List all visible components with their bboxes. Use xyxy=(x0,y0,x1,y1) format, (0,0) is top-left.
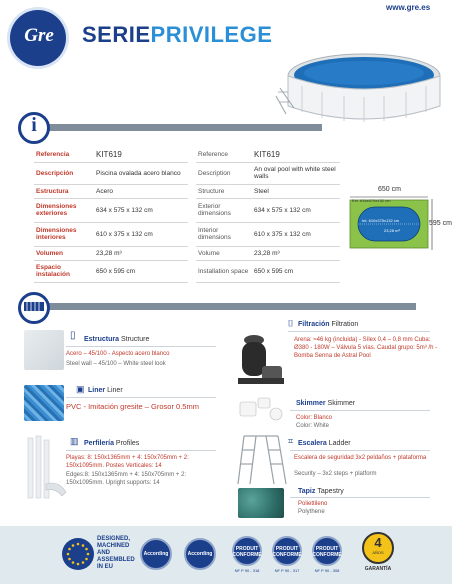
ladder-icon: ⌗ xyxy=(288,436,294,446)
info-section-bar xyxy=(30,124,322,131)
spec-label: Structure xyxy=(196,184,252,198)
info-icon: i xyxy=(31,114,37,136)
tapestry-thumbnail xyxy=(238,488,284,518)
gre-logo-text: Gre xyxy=(24,25,54,46)
filtration-text: Arena: ≈46 kg (incluida) - Sílex 0,4 – 0,8 mm Cuba: Ø380 - 180W – Válvula 5 vías. Caudal grupo: 5m³ /h - Bomba Senna de Astral Pool xyxy=(294,337,438,359)
tapestry-divider xyxy=(290,497,430,498)
tapestry-text: Poliettileno xyxy=(298,501,328,507)
features-section-bar xyxy=(30,303,416,310)
series-title-b: PRIVILEGE xyxy=(150,22,273,47)
spec-value: KIT619 xyxy=(252,148,340,162)
spec-value: An oval pool with white steel walls xyxy=(252,162,340,184)
diagram-height-label: 595 cm xyxy=(429,220,452,227)
liner-text: PVC - Imitación gresite – Grosor 0.5mm xyxy=(66,402,199,411)
series-title-a: SERIE xyxy=(82,22,151,47)
produit-conforme-norm-2: NF P 90 - 317 xyxy=(274,568,300,573)
website-url: www.gre.es xyxy=(386,3,431,12)
spec-value: 634 x 575 x 132 cm xyxy=(252,198,340,222)
tapestry-text-en: Polythene xyxy=(298,509,325,515)
spec-label: Dimensiones exteriores xyxy=(34,198,94,222)
skimmer-text-en: Color: White xyxy=(296,423,330,429)
ladder-divider xyxy=(290,450,430,451)
spec-label: Installation space xyxy=(196,260,252,282)
warranty-badge xyxy=(362,532,394,564)
structure-icon: ▯ xyxy=(70,330,76,341)
diagram-ext-label: Ext. 634x575x132 cm xyxy=(352,198,391,203)
structure-text-en: Steel wall – 45/100 – White steel look xyxy=(66,361,166,367)
liner-divider xyxy=(66,397,216,398)
spec-label: Description xyxy=(196,162,252,184)
spec-label: Espacio instalación xyxy=(34,260,94,282)
liner-icon: ▣ xyxy=(76,384,85,394)
ladder-title: Escalera Ladder xyxy=(298,440,351,447)
spec-label: Interior dimensions xyxy=(196,222,252,246)
spec-row xyxy=(34,198,188,222)
spec-row xyxy=(196,222,340,246)
spec-row xyxy=(34,148,188,162)
spec-value: KIT619 xyxy=(94,148,188,162)
spec-value: 634 x 575 x 132 cm xyxy=(94,198,188,222)
pool-icon xyxy=(22,298,46,314)
diagram-width-label: 650 cm xyxy=(378,186,401,193)
liner-title: Liner Liner xyxy=(88,387,123,394)
tapestry-title: Tapiz Tapestry xyxy=(298,488,344,495)
ladder-text-en: Security – 3x2 steps + platform xyxy=(294,471,377,477)
produit-conforme-norm-3: NF P 90 - 308 xyxy=(314,568,340,573)
spec-value: 23,28 m³ xyxy=(252,246,340,260)
warranty-label: GARANTÍA xyxy=(364,566,392,572)
spec-value: 23,28 m³ xyxy=(94,246,188,260)
spec-label: Estructura xyxy=(34,184,94,198)
spec-value: 610 x 375 x 132 cm xyxy=(94,222,188,246)
skimmer-image xyxy=(236,394,286,424)
spec-row xyxy=(196,162,340,184)
spec-label: Descripción xyxy=(34,162,94,184)
pool-illustration xyxy=(272,48,450,124)
spec-row xyxy=(34,162,188,184)
spec-row xyxy=(196,246,340,260)
warranty-unit: AÑOS xyxy=(372,550,384,555)
eu-flag-icon xyxy=(62,538,94,570)
spec-value: Steel xyxy=(252,184,340,198)
spec-label: Volume xyxy=(196,246,252,260)
spec-row xyxy=(34,246,188,260)
spec-value: 650 x 595 cm xyxy=(252,260,340,282)
profiles-title: Perfilería Profiles xyxy=(84,440,140,447)
produit-conforme-label-2: PRODUIT CONFORME xyxy=(272,546,302,558)
warranty-years: 4 xyxy=(374,535,382,550)
produit-conforme-norm-1: NF P 90 - 318 xyxy=(234,568,260,573)
skimmer-title: Skimmer Skimmer xyxy=(296,400,356,407)
spec-label: Volumen xyxy=(34,246,94,260)
structure-title: Estructura Structure xyxy=(84,336,150,343)
spec-row xyxy=(34,184,188,198)
diagram-vol-label: 23,28 m³ xyxy=(384,228,400,233)
spec-value: Piscina ovalada acero blanco xyxy=(94,162,188,184)
spec-value: 650 x 595 cm xyxy=(94,260,188,282)
spec-row xyxy=(196,198,340,222)
filtration-title: Filtración Filtration xyxy=(298,321,359,328)
filtration-divider xyxy=(288,331,430,332)
structure-text: Acero – 45/100 - Aspecto acero blanco xyxy=(66,351,170,357)
spec-row xyxy=(196,184,340,198)
filtration-image xyxy=(232,326,286,390)
spec-row xyxy=(34,260,188,282)
skimmer-text: Color: Blanco xyxy=(296,415,333,421)
spec-label: Reference xyxy=(196,148,252,162)
spec-label: Dimensiones interiores xyxy=(34,222,94,246)
structure-divider xyxy=(66,346,216,347)
structure-thumbnail xyxy=(24,330,64,370)
spec-row xyxy=(34,222,188,246)
produit-conforme-label-3: PRODUIT CONFORME xyxy=(312,546,342,558)
ladder-image xyxy=(234,432,290,486)
filtration-icon: ⌷ xyxy=(288,318,294,328)
spec-table-es xyxy=(34,148,188,283)
profiles-divider xyxy=(66,450,216,451)
spec-value: 610 x 375 x 132 cm xyxy=(252,222,340,246)
profiles-text: Playas: 8: 150x1365mm + 4: 150x705mm + 2: 150x1095mm. Postes Verticales: 14 xyxy=(66,455,189,469)
produit-conforme-label-1: PRODUIT CONFORME xyxy=(232,546,262,558)
profiles-text-en: Edges:8: 150x1365mm + 4: 150x705mm + 2: 150x1095mm. Upright supports: 14 xyxy=(66,472,187,486)
spec-row xyxy=(196,148,340,162)
diagram-int-label: Int. 610x375x132 cm xyxy=(362,218,400,223)
profiles-image xyxy=(22,432,68,502)
according-badge-2: According xyxy=(184,538,216,570)
skimmer-divider xyxy=(290,410,430,411)
spec-row xyxy=(196,260,340,282)
liner-thumbnail xyxy=(24,385,64,421)
profiles-icon: ▥ xyxy=(70,436,79,446)
spec-table-en xyxy=(196,148,340,283)
series-title xyxy=(82,22,272,48)
eu-made-text: DESIGNED, MACHINED AND ASSEMBLED IN EU xyxy=(97,536,135,570)
ladder-text: Escalera de seguridad 3x2 peldaños + plataforma xyxy=(294,455,427,461)
spec-value: Acero xyxy=(94,184,188,198)
spec-label: Exterior dimensions xyxy=(196,198,252,222)
spec-label: Referencia xyxy=(34,148,94,162)
according-badge-1: According xyxy=(140,538,172,570)
